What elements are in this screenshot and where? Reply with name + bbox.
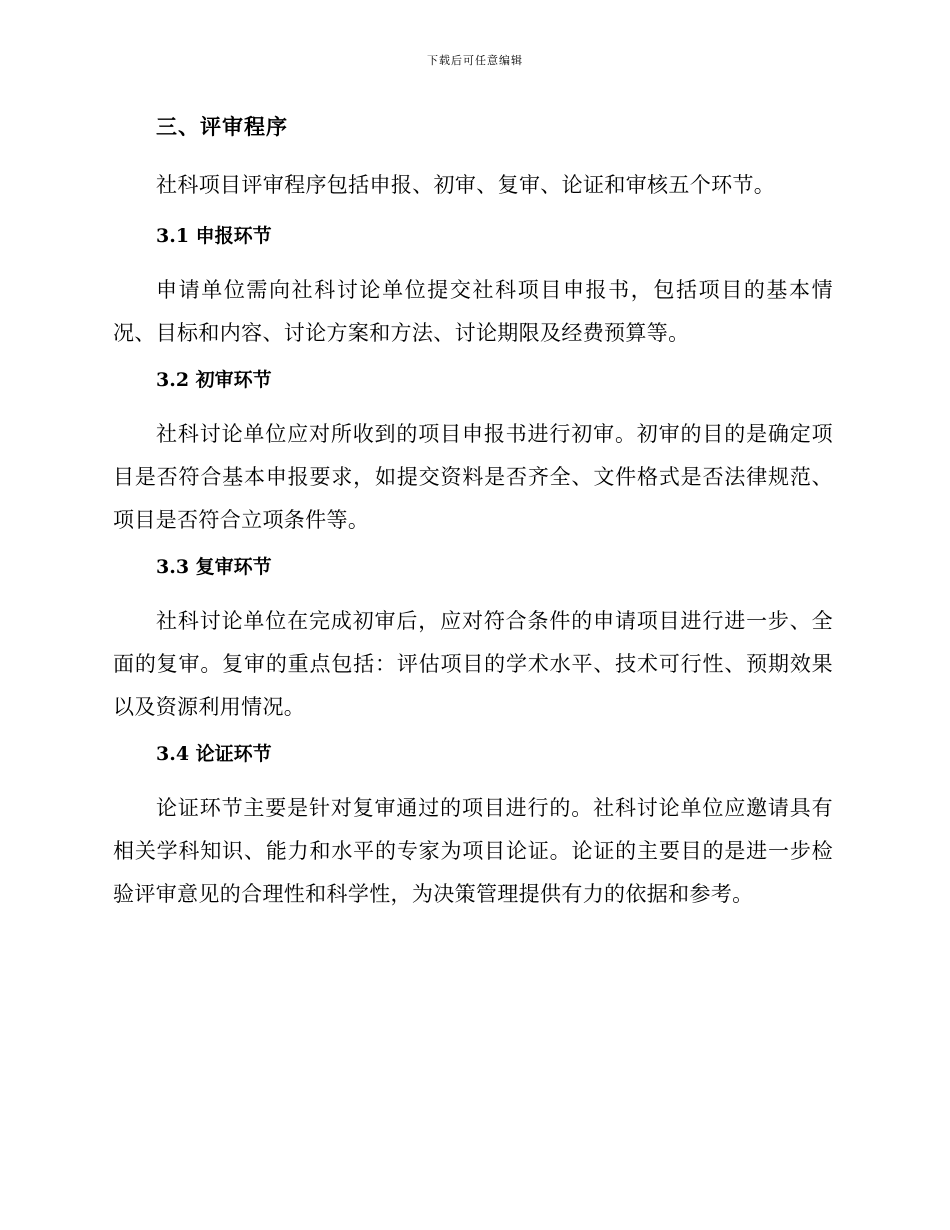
subsection-title-3-4: 3.4 论证环节 — [156, 743, 272, 765]
subsection-title-3-2: 3.2 初审环节 — [156, 369, 272, 391]
subsection-body-3-2: 社科讨论单位应对所收到的项目申报书进行初审。初审的目的是确定项目是否符合基本申报要求，如提交资料是否齐全、文件格式是否法律规范、项目是否符合立项条件等。 — [113, 422, 833, 532]
subsection-body-3-3: 社科讨论单位在完成初审后，应对符合条件的申请项目进行进一步、全面的复审。复审的重点包括：评估项目的学术水平、技术可行性、预期效果以及资源利用情况。 — [113, 609, 833, 719]
section-title: 三、评审程序 — [156, 114, 288, 139]
subsection-body-3-1: 申请单位需向社科讨论单位提交社科项目申报书，包括项目的基本情况、目标和内容、讨论方案和方法、讨论期限及经费预算等。 — [113, 278, 833, 345]
section-intro: 社科项目评审程序包括申报、初审、复审、论证和审核五个环节。 — [156, 173, 776, 197]
subsection-body-3-4: 论证环节主要是针对复审通过的项目进行的。社科讨论单位应邀请具有相关学科知识、能力和水平的专家为项目论证。论证的主要目的是进一步检验评审意见的合理性和科学性，为决策管理提供有力的依据和参考。 — [113, 796, 833, 906]
document-body — [113, 110, 833, 926]
subsection-title-3-3: 3.3 复审环节 — [156, 556, 272, 578]
page-header: 下载后可任意编辑 — [427, 54, 523, 67]
subsection-title-3-1: 3.1 申报环节 — [156, 225, 272, 247]
